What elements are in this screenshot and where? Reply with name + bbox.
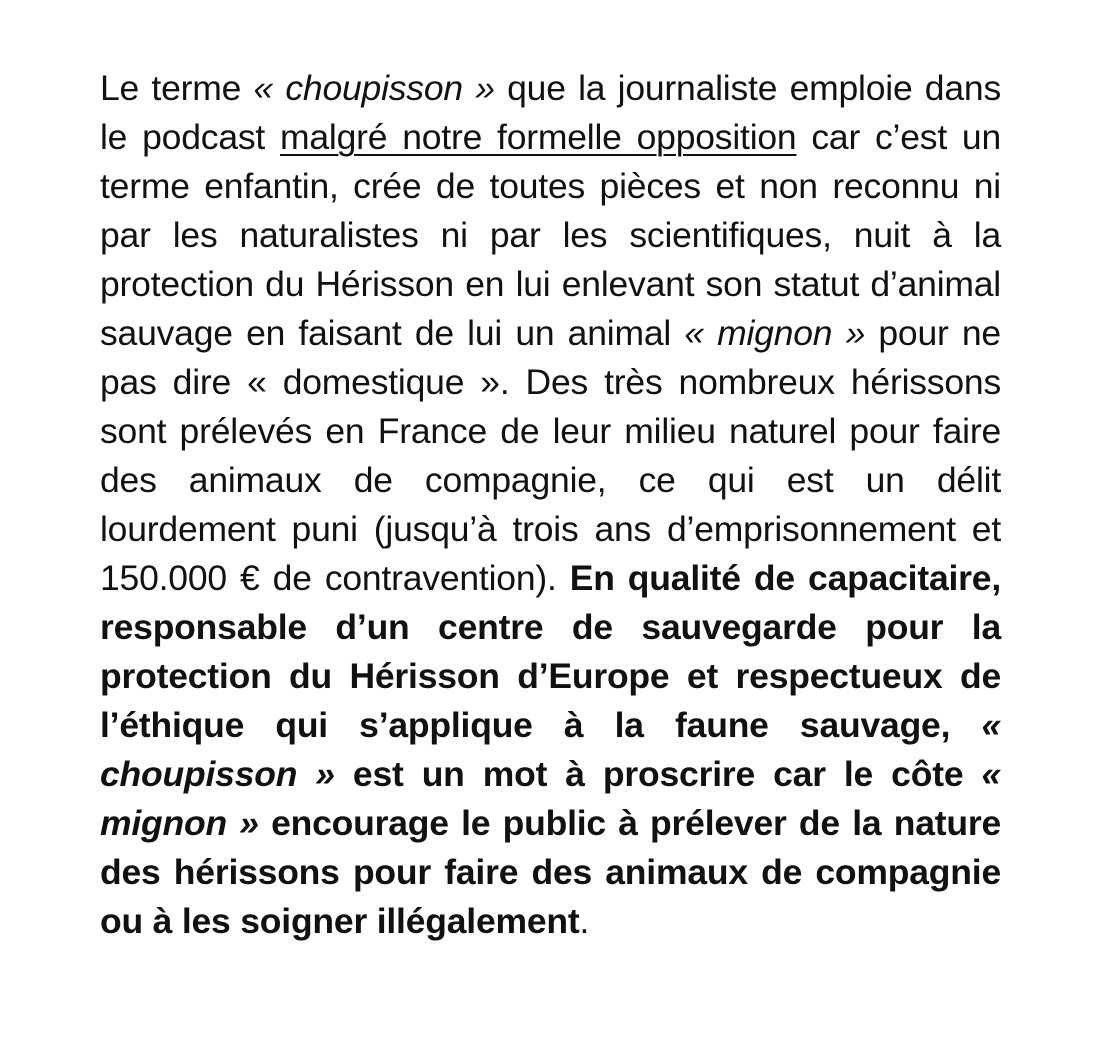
bold-text-segment: En qualité de capacitaire, responsable d’un centre de sauvegarde pour la protection du Hérisson d’Europe et respectueux de l’éthique qui s’applique à la faune sauvage,	[100, 558, 1001, 745]
bold-italic-term-choupisson: « choupisson »	[100, 705, 1001, 794]
text-segment: car c’est un terme enfantin, crée de toutes pièces et non reconnu ni par les naturalistes ni par les scientifiques, nuit à la protection du Hérisson en lui enlevant son statut d’animal sauvage en faisant de lui un animal	[100, 117, 1001, 353]
italic-term-mignon: « mignon »	[684, 313, 866, 353]
underlined-phrase: malgré notre formelle opposition	[280, 117, 797, 157]
text-segment: Le terme	[100, 68, 254, 108]
bold-statement	[100, 558, 1001, 941]
final-period: .	[579, 901, 590, 941]
bold-italic-term-mignon: « mignon »	[100, 754, 1001, 843]
body-paragraph	[100, 64, 1001, 946]
text-segment: que la journaliste emploie dans le podcast	[100, 68, 1001, 157]
text-segment: pour ne pas dire « domestique ». Des très nombreux hérissons sont prélevés en France de leur milieu naturel pour faire des animaux de compagnie, ce qui est un délit lourdement puni (jusqu’à trois ans d’emprisonnement et 150.000 € de contravention).	[100, 313, 1001, 598]
bold-text-segment: est un mot à proscrire car le côte	[334, 754, 982, 794]
italic-term-choupisson: « choupisson »	[253, 68, 495, 108]
bold-text-segment: encourage le public à prélever de la nature des hérissons pour faire des animaux de compagnie ou à les soigner illégalement	[100, 803, 1001, 941]
